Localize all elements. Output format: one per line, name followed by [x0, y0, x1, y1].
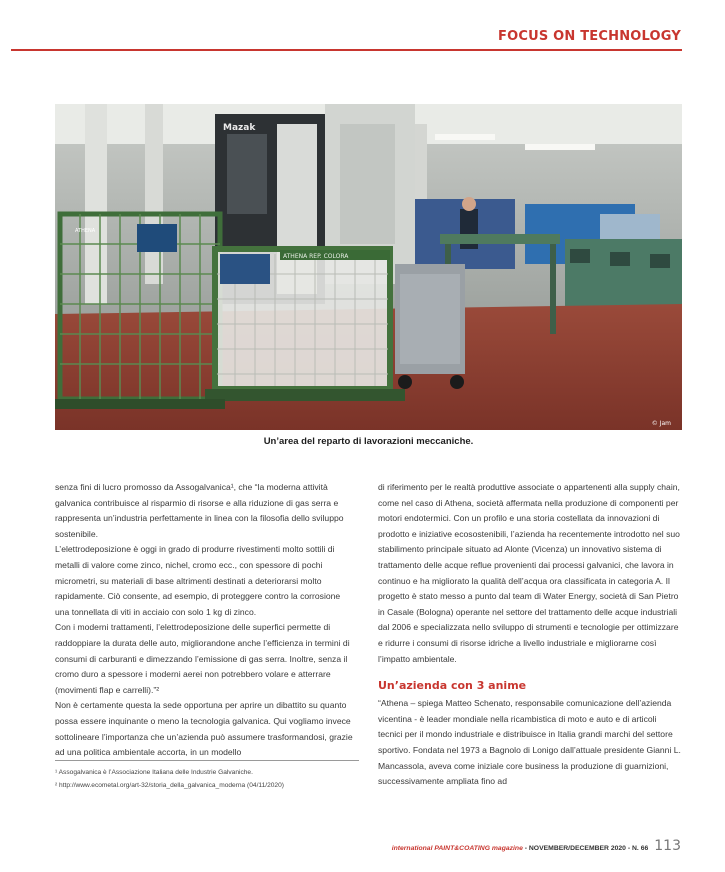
section-heading: Un’azienda con 3 anime — [378, 679, 527, 693]
footnote-1: ¹ Assogalvanica è l’Associazione Italiana delle Industrie Galvaniche. — [55, 769, 253, 776]
footer-publication: international PAINT&COATING magazine — [391, 845, 523, 852]
page-footer — [392, 838, 681, 854]
photo-caption: Un’area del reparto di lavorazioni meccaniche. — [263, 436, 474, 447]
photo-credit: © Jam — [651, 420, 671, 427]
cage-label-front: ATHENA REP. COLORA — [283, 253, 349, 260]
left-column — [55, 480, 355, 761]
machine-brand-label: Mazak — [223, 123, 256, 133]
footer-issue: - NOVEMBER/DECEMBER 2020 - — [522, 845, 633, 852]
paragraph: “Athena – spiega Matteo Schenato, responsabile comunicazione dell’azienda vicentina - è leader mondiale nella ricambistica di moto e auto e di articoli tecnici per il mondo industriale e distribuisce in Italia grandi marchi del settore sportivo. Fondata nel 1973 a Bagnolo di Lonigo dall’attuale presidente Gianni L. Mancassola, aveva come iniziale core business la produzione di guarnizioni, successivamente ampliata fino ad — [378, 698, 681, 787]
footnotes — [55, 760, 359, 792]
footer-issue-number: N. 66 — [632, 845, 649, 852]
header-divider — [11, 49, 682, 51]
paragraph: Non è certamente questa la sede opportuna per aprire un dibattito su quanto possa essere inquinante o meno la tecnologia galvanica. Qui vogliamo invece sottolineare l’importanza che un’azienda può assumere trasformandosi, grazie ad una politica ambientale accorta, in un modello — [55, 700, 353, 758]
page-number: 113 — [654, 838, 681, 854]
footer-publication-info — [392, 845, 649, 852]
paragraph: Con i moderni trattamenti, l’elettrodeposizione delle superfici permette di raddoppiare la durata delle auto, migliorandone anche l’efficienza in termini di consumi di carburanti e dimezzando l’emissione di gas serra. Inoltre, senza il cromo duro a spessore i moderni aerei non potrebbero volare e atterrare (movimenti flap e carrelli).”² — [55, 622, 350, 695]
workshop-photo-illustration — [55, 104, 682, 430]
paragraph: L’elettrodeposizione è oggi in grado di produrre rivestimenti molto sottili di metalli di valore come zinco, nichel, cromo ecc., con spessore di pochi micrometri, su materiali di base altrimenti destinati a deteriorarsi molto rapidamente. Ciò consente, ad esempio, di proteggere contro la corrosione una tonnellata di viti in acciaio con solo 1 kg di zinco. — [55, 544, 341, 617]
section-header-title: FOCUS ON TECHNOLOGY — [498, 29, 681, 44]
footnote-2: ² http://www.ecometal.org/art-32/storia_della_galvanica_moderna (04/11/2020) — [55, 782, 284, 789]
cage-label-left: ATHENA — [75, 228, 96, 234]
right-column — [378, 480, 682, 790]
paragraph: senza fini di lucro promosso da Assogalvanica¹, che “la moderna attività galvanica contribuisce al risparmio di risorse e alla riduzione di gas serra e rappresenta un’industria perfettamente in linea con la filosofia dello sviluppo sostenibile. — [55, 482, 344, 539]
article-photo — [55, 104, 682, 430]
paragraph: di riferimento per le realtà produttive associate o appartenenti alla supply chain, come nel caso di Athena, società affermata nella produzione di componenti per motori endotermici. Con un profilo e una storia costellata da innovazioni di prodotto e iniziative ecosostenibili, l’azienda ha recentemente introdotto nel suo stabilimento principale situato ad Alonte (Vicenza) un innovativo sistema di trattamento delle acque reflue provenienti dai processi galvanici, che lavora in continuo e ha migliorato la qualità dell’acqua ora classificata in categoria A. Il progetto è stato messo a punto dal team di Water Energy, società di San Pietro in Casale (Bologna) operante nel settore del trattamento delle acque industriali dal 2006 e specializzata nello sviluppo di strumenti e tecnologie per ottimizzare e ridurre i consumi di risorse idriche a livello industriale e migliorarne così l’impatto ambientale. — [378, 482, 680, 664]
